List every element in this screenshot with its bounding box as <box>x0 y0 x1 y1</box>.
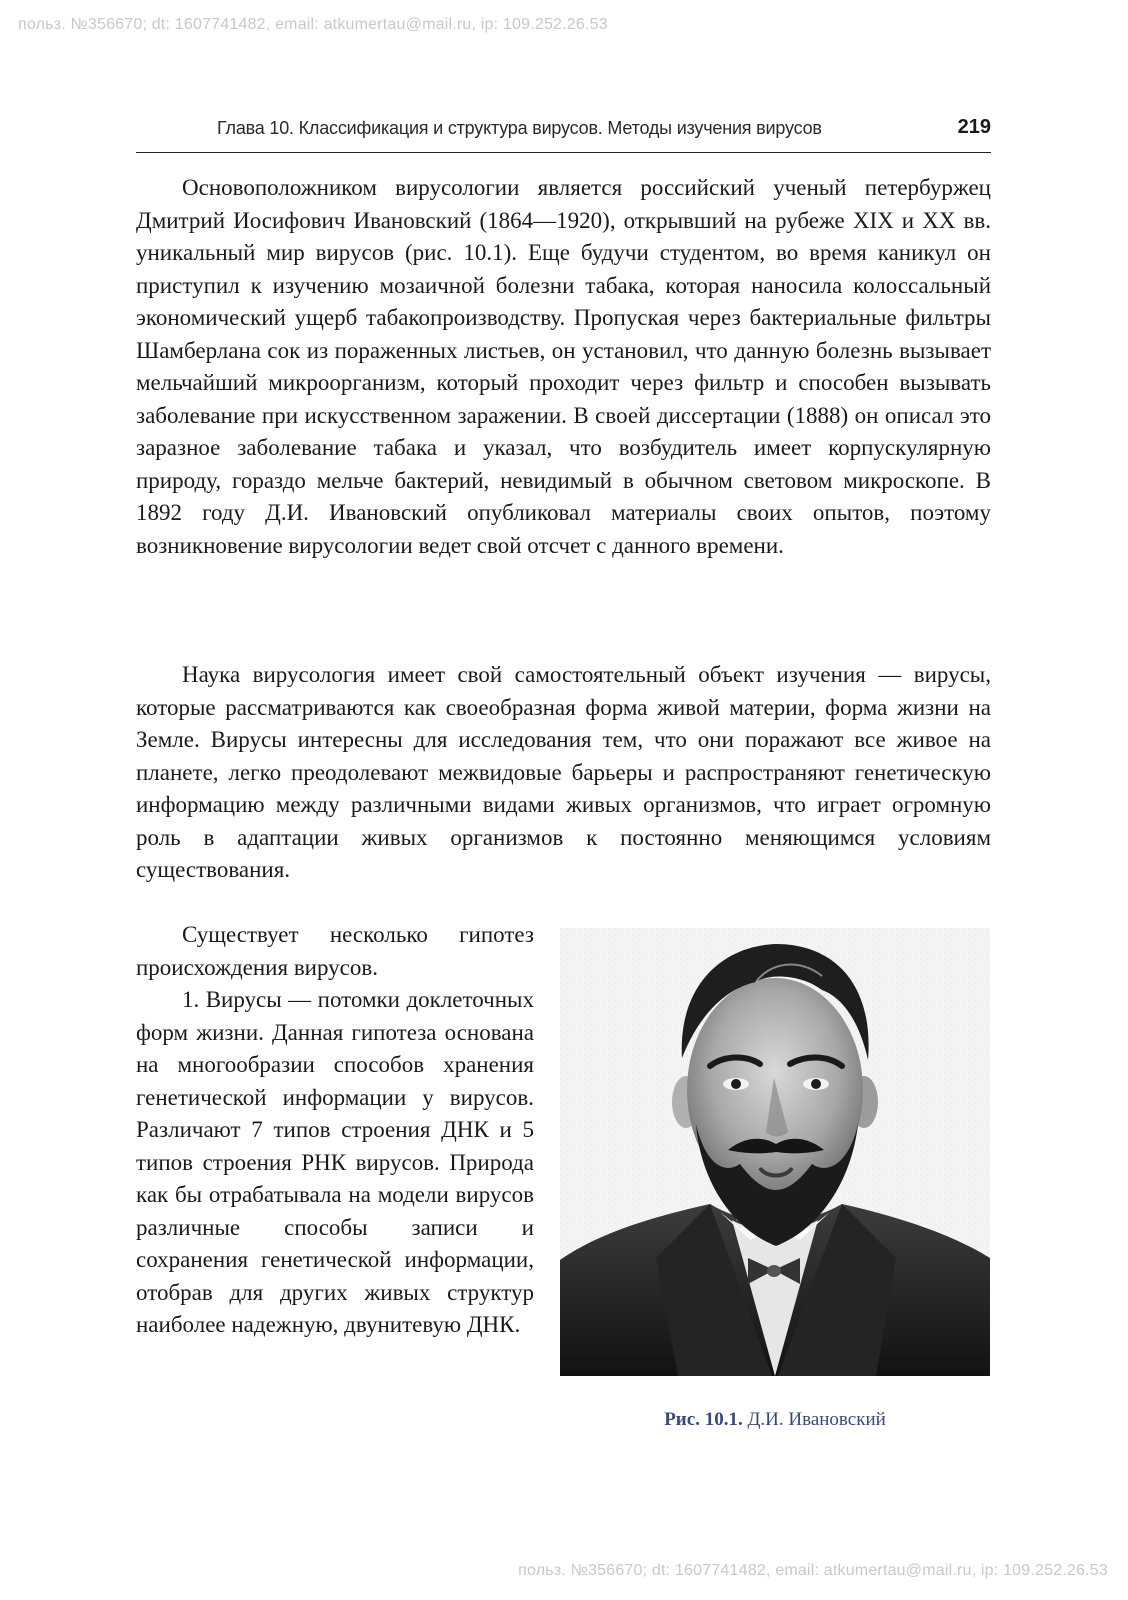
figure-caption <box>560 1409 990 1431</box>
figure-caption-label: Рис. 10.1. <box>664 1409 743 1430</box>
portrait-image <box>560 928 990 1376</box>
chapter-title: Глава 10. Классификация и структура вирусов. Методы изучения вирусов <box>217 118 822 138</box>
page-number: 219 <box>957 116 991 138</box>
body-paragraph-2: Наука вирусология имеет свой самостоятельный объект изучения — вирусы, которые рассматриваются как своеобразная форма живой материи, форма жизни на Земле. Вирусы интересны для исследования тем, что они поражают все живое на планете, легко преодолевают межвидовые барьеры и распространяют генетическую информацию между различными видами живых организмов, что играет огромную роль в адаптации живых организмов к постоянно меняющимся условиям существования. <box>136 662 991 882</box>
figure-caption-text: Д.И. Ивановский <box>747 1409 886 1430</box>
watermark-bottom: польз. №356670; dt: 1607741482, email: atkumertau@mail.ru, ip: 109.252.26.53 <box>518 1562 1108 1579</box>
watermark-top: польз. №356670; dt: 1607741482, email: atkumertau@mail.ru, ip: 109.252.26.53 <box>18 16 608 33</box>
body-paragraph-3: Существует несколько гипотез происхождения вирусов. <box>136 922 534 980</box>
body-paragraph-4: 1. Вирусы — потомки доклеточных форм жизни. Данная гипотеза основана на многообразии способов хранения генетической информации у вирусов. Различают 7 типов строения ДНК и 5 типов строения РНК вирусов. Природа как бы отрабатывала на модели вирусов различные способы записи и сохранения генетической информации, отобрав для других живых структур наиболее надежную, двунитевую ДНК. <box>136 987 534 1337</box>
header-rule <box>136 152 991 153</box>
running-header <box>136 114 991 144</box>
body-paragraph-1: Основоположником вирусологии является российский ученый петербуржец Дмитрий Иосифович Ивановский (1864—1920), открывший на рубеже XIX и XX вв. уникальный мир вирусов (рис. 10.1). Еще будучи студентом, во время каникул он приступил к изучению мозаичной болезни табака, которая наносила колоссальный экономический ущерб табакопроизводству. Пропуская через бактериальные фильтры Шамберлана сок из пораженных листьев, он установил, что данную болезнь вызывает мельчайший микроорганизм, который проходит через фильтр и способен вызывать заболевание при искусственном заражении. В своей диссертации (1888) он описал это заразное заболевание табака и указал, что возбудитель имеет корпускулярную природу, гораздо мельче бактерий, невидимый в обычном световом микроскопе. В 1892 году Д.И. Ивановский опубликовал материалы своих опытов, поэтому возникновение вирусологии ведет свой отсчет с данного времени. <box>136 175 991 558</box>
